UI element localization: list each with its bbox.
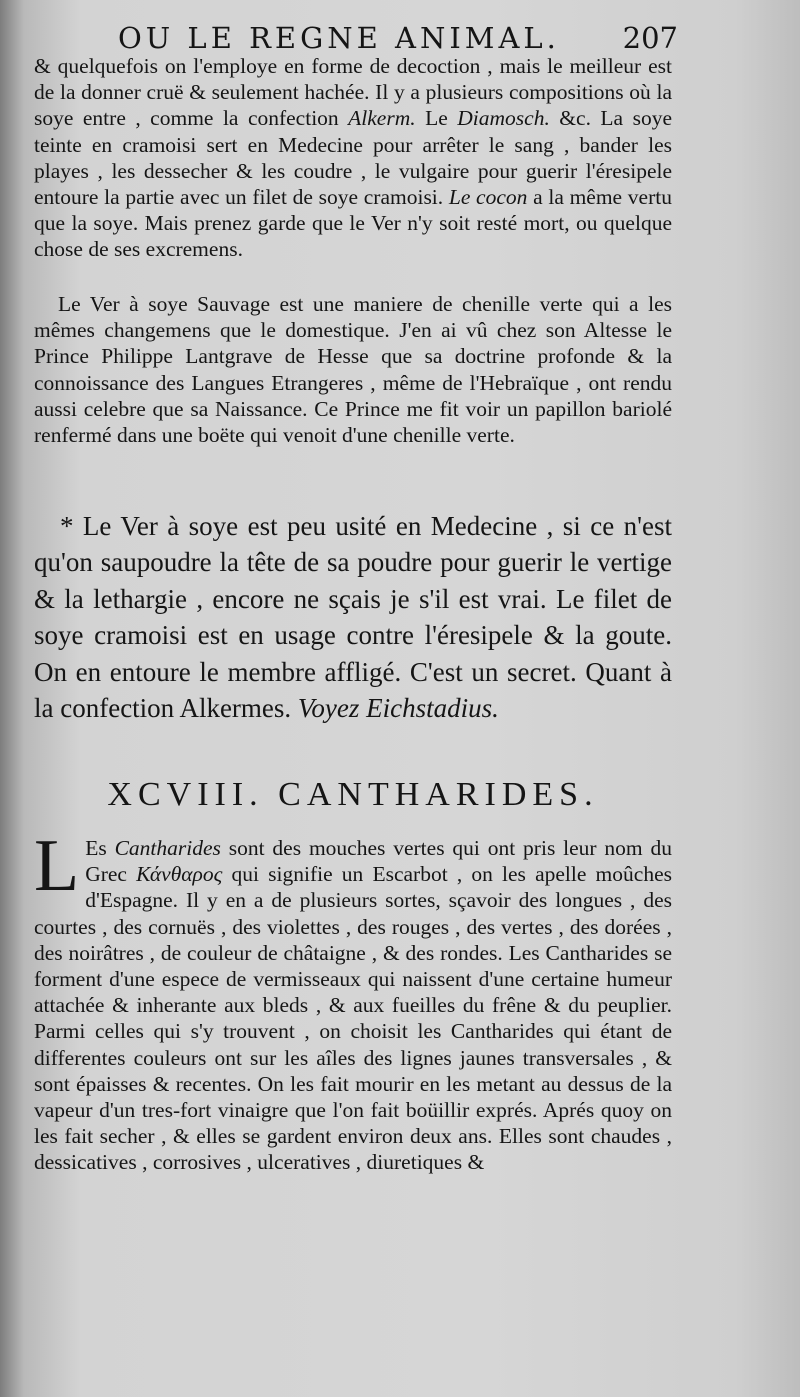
- footnote-block: [34, 508, 672, 726]
- text-run: & quelquefois on l'employe en forme de decoction , mais le meilleur est de la donner cruë & seulement hachée. Il y a plusieurs compositions où la soye entre , comme la confection: [34, 54, 672, 131]
- text-run: Es: [85, 836, 115, 860]
- note-reference: Voyez Eichstadius.: [297, 693, 499, 724]
- running-title: OU LE REGNE ANIMAL.: [118, 21, 560, 55]
- italic-term: Diamosch.: [457, 106, 550, 131]
- text-run: sont des mouches vertes qui ont pris leur nom du Grec: [85, 836, 673, 887]
- text-run: qui signifie un Escarbot , on les apelle moûches d'Espagne. Il y en a de plusieurs sortes, sçavoir des longues , des courtes , des cornuës , des violettes , des rouges , des vertes , des dorées , des noirâtres , de couleur de châtaigne , & des rondes. Les Cantharides se forment d'une espece de vermisseaux qui naissent d'une certaine humeur attachée & inherante aux bleds , & aux fueilles du frêne & du peuplier. Parmi celles qui s'y trouvent , on choisit les Cantharides qui étant de differentes couleurs ont sur les aîles des lignes jaunes transversales , & sont épaisses & recentes. On les fait mourir en les metant au dessus de la vapeur d'un tres-fort vinaigre que l'on fait boüillir exprés. Aprés quoy on les fait secher , & elles se gardent environ deux ans. Elles sont chaudes , dessicatives , corrosives , ulceratives , diuretiques &: [34, 862, 672, 1175]
- page-number: 207: [622, 21, 678, 55]
- italic-term: Cantharides: [114, 836, 221, 860]
- note-text: * Le Ver à soye est peu usité en Medecine , si ce n'est qu'on saupoudre la tête de sa poudre pour guerir le vertige & la lethargie , encore ne sçais je s'il est vrai. Le filet de soye cramoisi est en usage contre l'éresipele & la goute. On en entoure le membre affligé. C'est un secret. Quant à la confection Alkermes.: [34, 511, 672, 724]
- italic-term: Le cocon: [448, 185, 528, 210]
- chapter-heading: XCVIII. CANTHARIDES.: [107, 776, 599, 813]
- paragraph-silk-remedies: [34, 53, 672, 263]
- drop-cap: L: [34, 825, 80, 907]
- running-header: [118, 20, 678, 56]
- text-run: &c. La soye teinte en cramoisi sert en Medecine pour arrêter le sang , bander les playes , les dessecher & les coudre , le vulgaire pour guerir l'éresipele entoure la partie avec un filet de soye cramoisi.: [34, 106, 672, 210]
- greek-word: Κάνθαρος: [136, 862, 223, 887]
- paragraph-wild-silkworm: Le Ver à soye Sauvage est une maniere de chenille verte qui a les mêmes changemens que le domestique. J'en ai vû chez son Altesse le Prince Philippe Lantgrave de Hesse que sa doctrine profonde & la connoissance des Langues Etrangeres , même de l'Hebraïque , ont rendu aussi celebre que sa Naissance. Ce Prince me fit voir un papillon bariolé renfermé dans une boëte qui venoit d'une chenille verte.: [34, 292, 672, 448]
- text-run: a la même vertu que la soye. Mais prenez garde que le Ver n'y soit resté mort, ou quelque chose de ses excremens.: [34, 185, 672, 262]
- text-run: Le: [415, 106, 458, 131]
- paragraph-cantharides: [34, 825, 673, 1176]
- italic-term: Alkerm.: [348, 106, 416, 131]
